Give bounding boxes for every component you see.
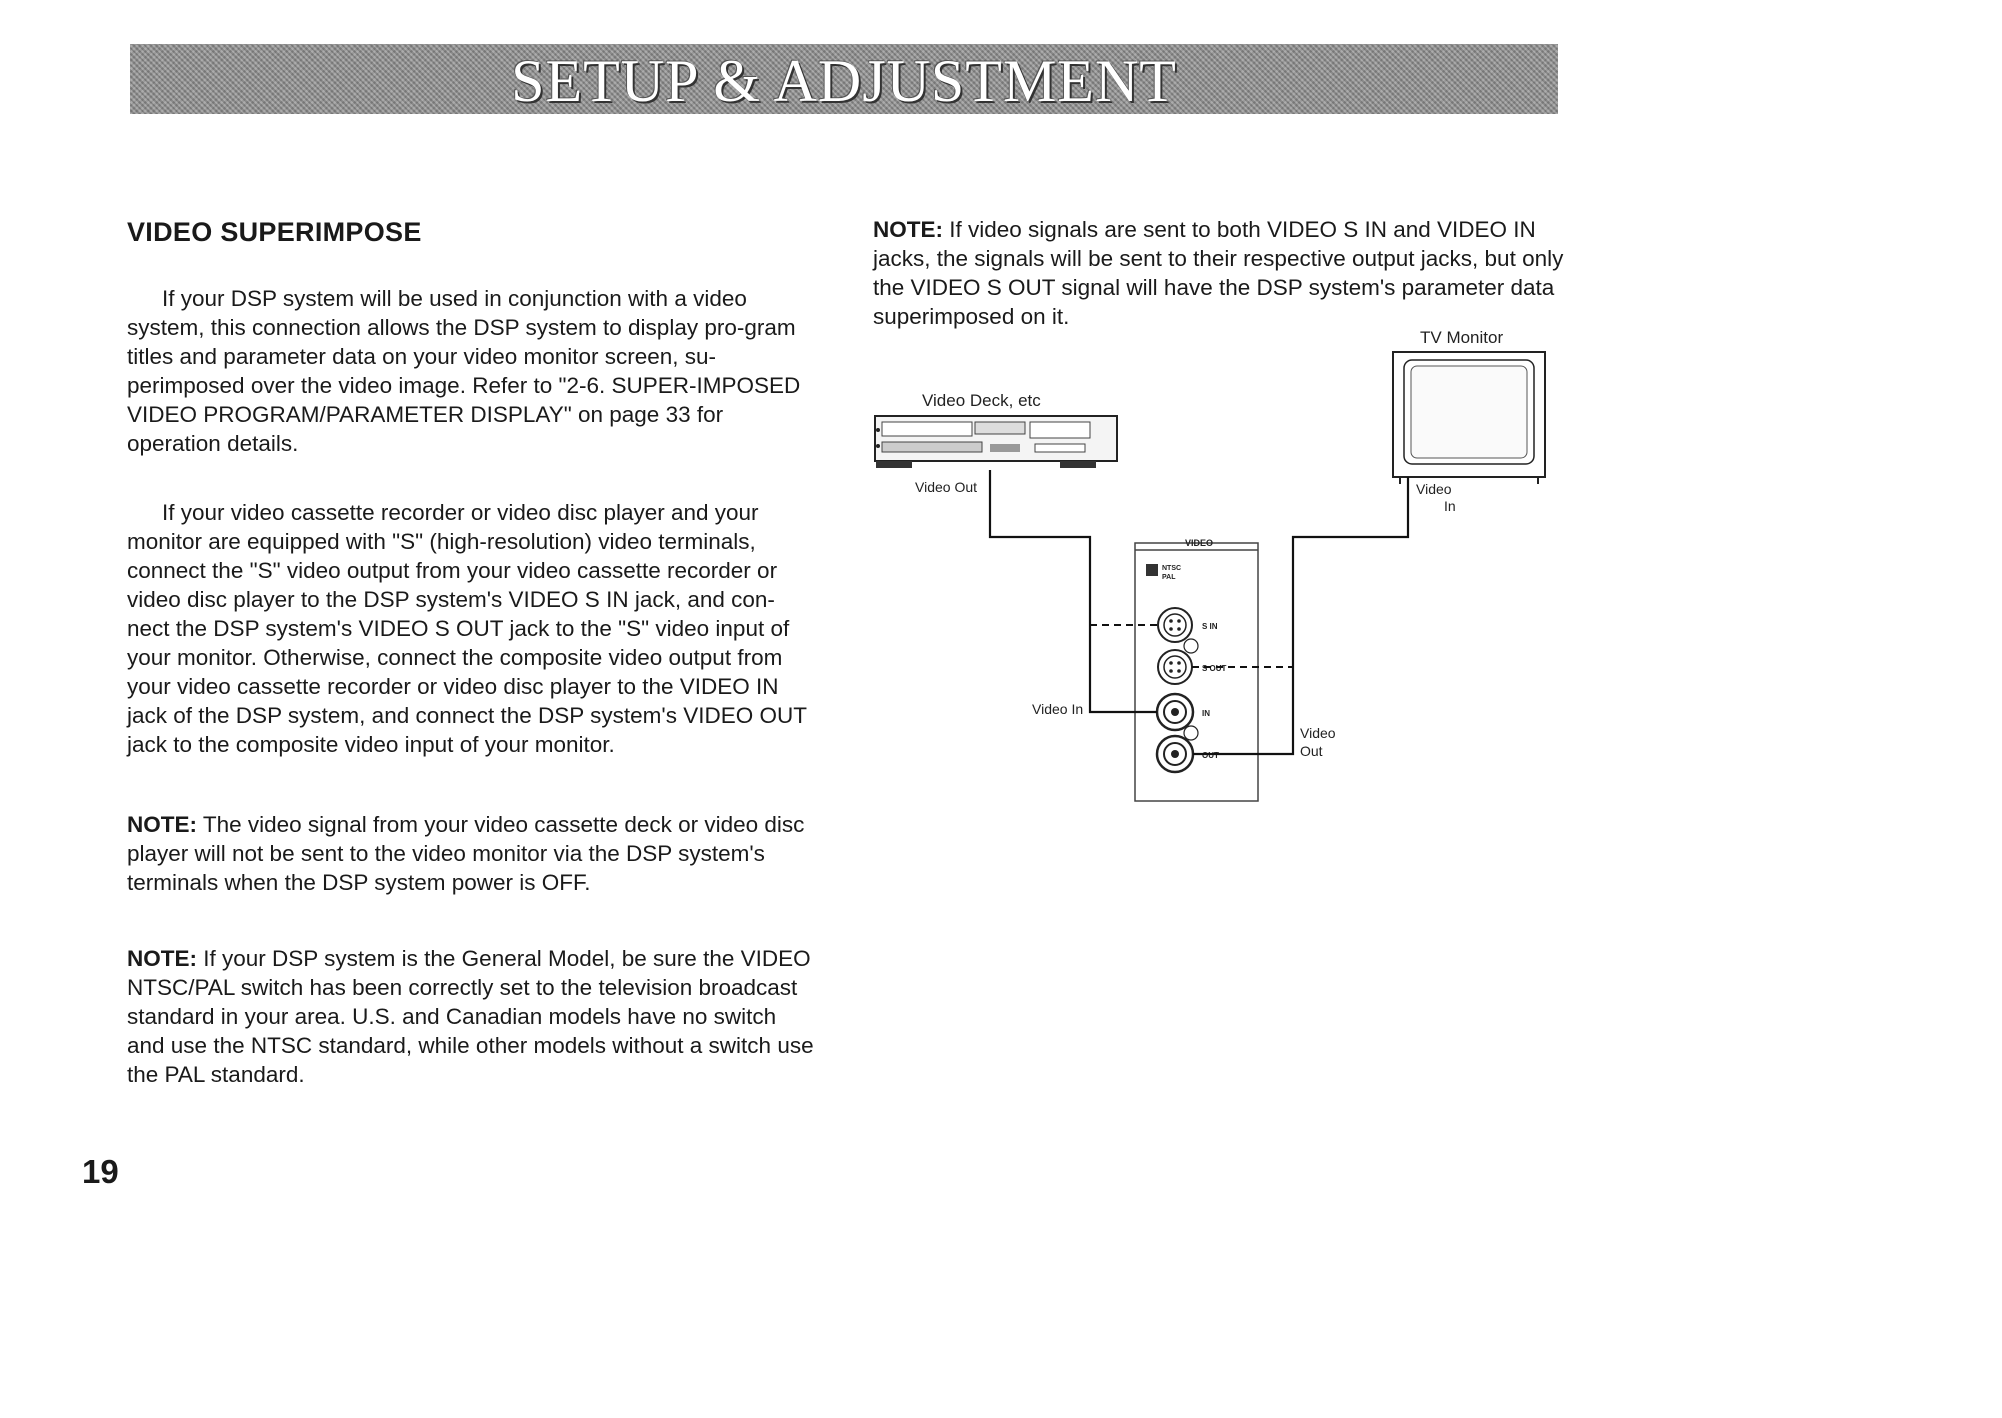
- screw-icon: [1184, 726, 1198, 740]
- note-label: NOTE:: [127, 946, 197, 971]
- s-out-jack[interactable]: [1158, 650, 1192, 684]
- jack-s-out-label: S OUT: [1202, 664, 1227, 673]
- dsp-video-out-label-2: Out: [1300, 743, 1323, 759]
- switch-pal-label: PAL: [1162, 574, 1176, 581]
- switch-ntsc-label: NTSC: [1162, 565, 1182, 572]
- tv-monitor-label: TV Monitor: [1420, 328, 1504, 347]
- banner-title: SETUP & ADJUSTMENT: [511, 48, 1177, 114]
- page-number: 19: [82, 1153, 119, 1190]
- panel-title: VIDEO: [1185, 538, 1214, 548]
- note-label: NOTE:: [127, 812, 197, 837]
- ntsc-pal-switch[interactable]: [1146, 564, 1158, 576]
- tv-video-in-label-2: In: [1444, 498, 1456, 514]
- jack-out-label: OUT: [1202, 751, 1219, 760]
- video-in-jack[interactable]: [1157, 694, 1193, 730]
- video-out-jack[interactable]: [1157, 736, 1193, 772]
- jack-in-label: IN: [1202, 709, 1210, 718]
- note-power-off: [127, 810, 817, 897]
- paragraph-text: If your video cassette recorder or video disc player and your monitor are equipped with "S" (high-resolution) video terminals, connect the "S" video output from your video cassette recorder or video disc player to the DSP system's VIDEO S IN jack, and con-nect the DSP system's VIDEO S OUT jack to the "S" video input of your monitor. Otherwise, connect the composite video output from your video cassette recorder or video disc player to the VIDEO IN jack of the DSP system, and connect the DSP system's VIDEO OUT jack to the composite video input of your monitor.: [127, 500, 807, 757]
- video-deck-label: Video Deck, etc: [922, 391, 1041, 410]
- section-heading-block: [127, 218, 817, 247]
- note-text: If your DSP system is the General Model, be sure the VIDEO NTSC/PAL switch has been correctly set to the television broadcast standard in your area. U.S. and Canadian models have no switch and use the NTSC standard, while other models without a switch use the PAL standard.: [127, 946, 814, 1087]
- paragraph-intro: [127, 284, 817, 458]
- paragraph-text: If your DSP system will be used in conjunction with a video system, this connection allows the DSP system to display pro-gram titles and parameter data on your video monitor screen, su-perimposed over the video image. Refer to "2-6. SUPER-IMPOSED VIDEO PROGRAM/PARAMETER DISPLAY" on page 33 for operation details.: [127, 286, 801, 456]
- note-both-inputs: [873, 215, 1573, 331]
- page-banner: [130, 44, 1558, 114]
- screw-icon: [1184, 639, 1198, 653]
- section-heading: VIDEO SUPERIMPOSE: [127, 217, 422, 247]
- deck-video-out-label: Video Out: [915, 479, 978, 495]
- s-in-jack[interactable]: [1158, 608, 1192, 642]
- note-label: NOTE:: [873, 217, 943, 242]
- note-text: If video signals are sent to both VIDEO S IN and VIDEO IN jacks, the signals will be sent to their respective output jacks, but only the VIDEO S OUT signal will have the DSP system's parameter data superimposed on it.: [873, 217, 1564, 329]
- paragraph-connection: [127, 498, 817, 759]
- tv-video-in-label: Video: [1416, 481, 1452, 497]
- video-deck: [875, 416, 1117, 468]
- connection-diagram: [860, 320, 1560, 820]
- connection-diagram-svg: [860, 320, 1560, 820]
- note-general-model: [127, 944, 817, 1089]
- tv-monitor: [1393, 352, 1545, 484]
- dsp-video-in-label: Video In: [1032, 701, 1084, 717]
- dsp-video-out-label: Video: [1300, 725, 1336, 741]
- jack-s-in-label: S IN: [1202, 622, 1218, 631]
- note-text: The video signal from your video cassette deck or video disc player will not be sent to the video monitor via the DSP system's terminals when the DSP system power is OFF.: [127, 812, 805, 895]
- dsp-jack-panel: [1135, 543, 1258, 801]
